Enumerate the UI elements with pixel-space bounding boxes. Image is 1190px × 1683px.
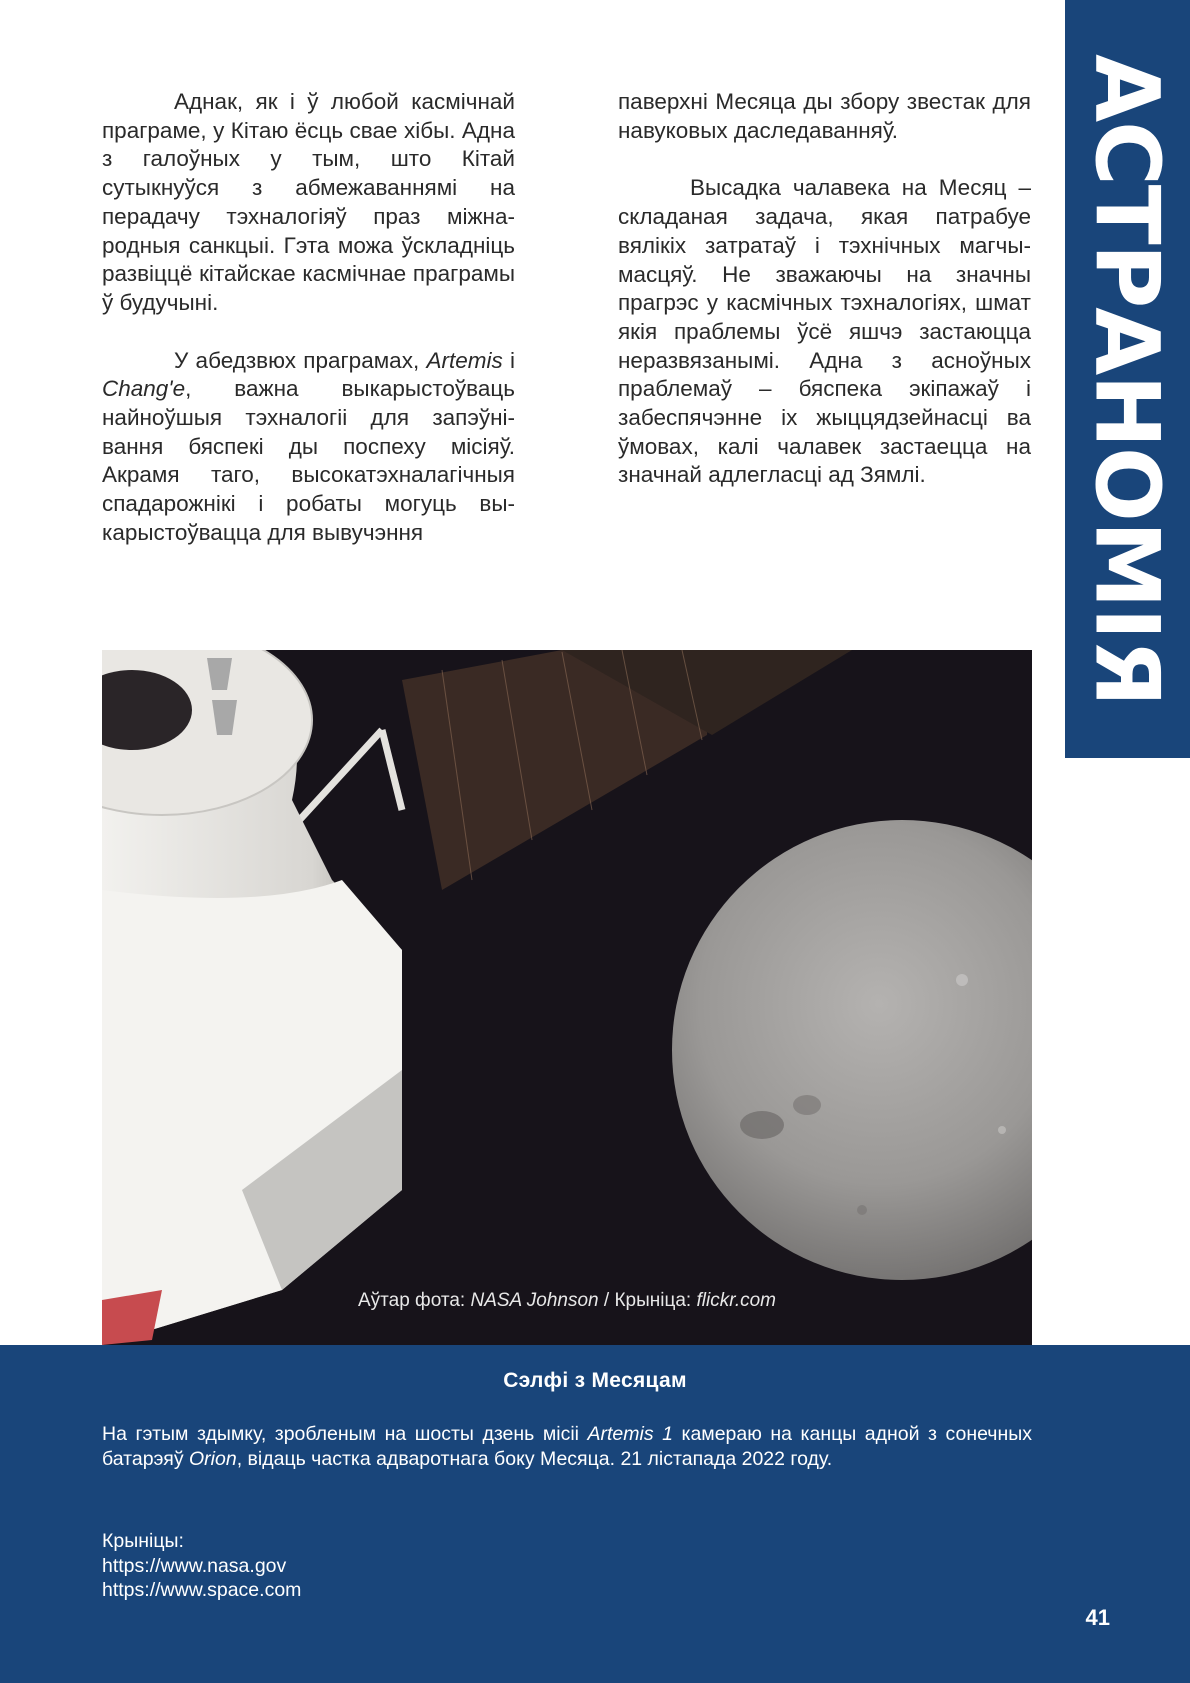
section-tab-label: АСТРАНОМІЯ [1075,54,1179,706]
paragraph: паверхні Месяца ды збору звестак для навуковых даследаванняў. [618,89,1031,143]
credit-source-label: Крыніца: [614,1290,697,1311]
text-span: камераю на канцы адной з сонечных батарэяў [102,1423,1032,1470]
text-span: На гэтым здымку, зробленым на шосты дзень місіі [102,1423,588,1445]
credit-author: NASA Johnson [470,1290,599,1311]
orion-moon-photo [102,650,1032,1345]
text-span: , відаць частка адваротнага боку Месяца. 21 лістапада 2022 году. [236,1448,833,1470]
paragraph: Аднак, як і ў любой касмічнай праграме, у Кітаю ёсць свае хібы. Адна з галоўных у тым, што Кітай сутыкнуўся з абмежаваннямі на перадачу тэхналогіяў праз міжнародныя санкцыі. Гэта можа ўскладніць развіццё кітайскае касмічнае праграмы ў будучыні. [102,89,515,315]
text-span: , важна выкарыстоўваць найноўшыя тэхналогіі для запэўнівання бяспекі ды поспеху місіяў. Акрамя таго, высокатэхналагічныя спадарожнікі і робаты могуць выкарыстоўвацца для вывучэння [102,376,515,545]
text-span: У абедзвюх праграмах, [174,347,427,373]
credit-separator: / [598,1290,615,1311]
credit-author-label: Аўтар фота: [357,1290,471,1311]
moon [672,820,1032,1280]
photo-credit [102,1290,1032,1312]
source-link-nasa[interactable]: https://www.nasa.gov [102,1554,287,1577]
text-column-right [618,88,1031,519]
paragraph [102,347,515,548]
text-column-left [102,88,515,577]
caption-text [102,1422,1032,1472]
caption-panel [0,1345,1190,1683]
sources-list [102,1529,301,1603]
text-span: і [502,347,515,373]
emphasis-mission: Artemis 1 [587,1423,673,1445]
sources-label: Крыніцы: [102,1530,184,1552]
source-link-space[interactable]: https://www.space.com [102,1579,302,1601]
page-number: 41 [1085,1605,1110,1630]
credit-source: flickr.com [696,1290,777,1311]
section-tab [1065,0,1190,758]
photo-illustration [102,650,1032,1345]
emphasis-orion: Orion [189,1448,237,1470]
emphasis-change: Chang'e [102,376,186,402]
paragraph: Высадка чалавека на Месяц – складаная задача, якая патрабуе вялікіх затратаў і тэхнічных магчымасцяў. Не зважаючы на значны прагрэс у касмічных тэхналогіях, шмат якія праблемы ўсё яшчэ застаюцца неразвязанымі. Адна з асноўных праблемаў – бяспека экіпажаў і забеспячэнне іх жыццядзейнасці ва ўмовах, калі чалавек застаецца на значнай адлегласці ад Зямлі. [618,175,1031,488]
emphasis-artemis: Artemis [426,347,503,373]
caption-title: Сэлфі з Месяцам [503,1369,687,1392]
